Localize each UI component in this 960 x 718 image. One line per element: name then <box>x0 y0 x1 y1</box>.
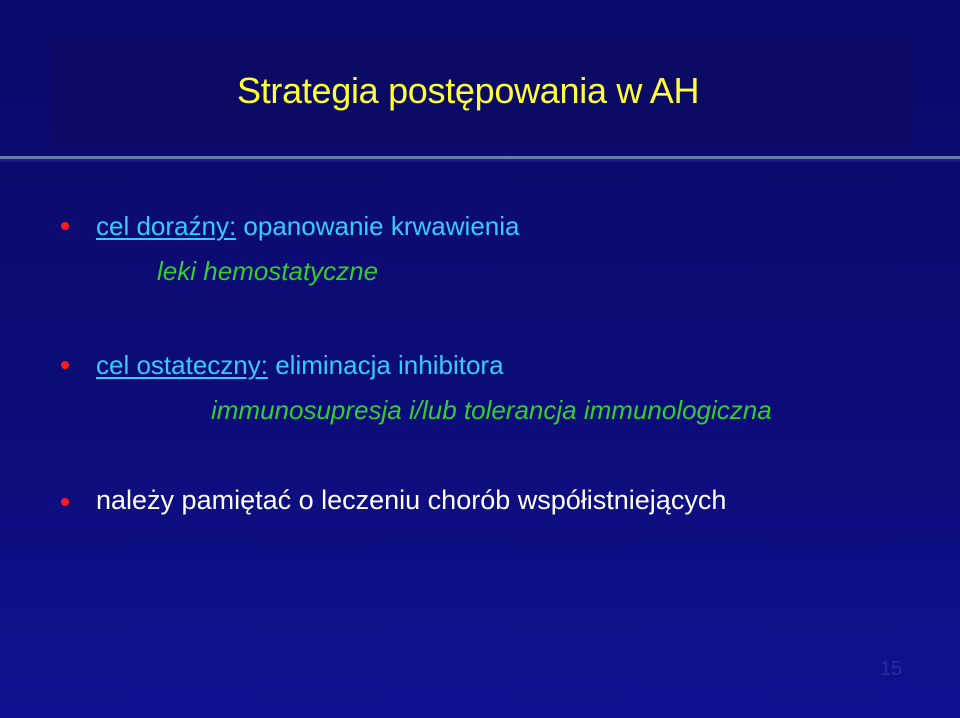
bullet-item-2-sub: immunosupresja i/lub tolerancja immunologiczna <box>211 395 772 425</box>
bullet-item-2 <box>96 350 504 381</box>
page-number: 15 <box>880 658 903 680</box>
bullet-item-2-text: eliminacja inhibitora <box>267 350 504 380</box>
bullet-item-1-text: opanowanie krwawienia <box>236 211 520 241</box>
bullet-icon <box>61 361 69 369</box>
bullet-icon <box>61 498 69 506</box>
title-divider-shadow <box>0 159 960 162</box>
bullet-item-1-sub: leki hemostatyczne <box>157 256 379 286</box>
bullet-item-1 <box>96 211 519 242</box>
bullet-item-2-lead: cel ostateczny: <box>96 350 268 380</box>
slide-title: Strategia postępowania w AH <box>237 70 700 111</box>
bullet-item-1-lead: cel doraźny: <box>96 211 237 241</box>
bullet-icon <box>61 222 69 230</box>
bullet-item-3: należy pamiętać o leczeniu chorób współistniejących <box>96 485 727 515</box>
